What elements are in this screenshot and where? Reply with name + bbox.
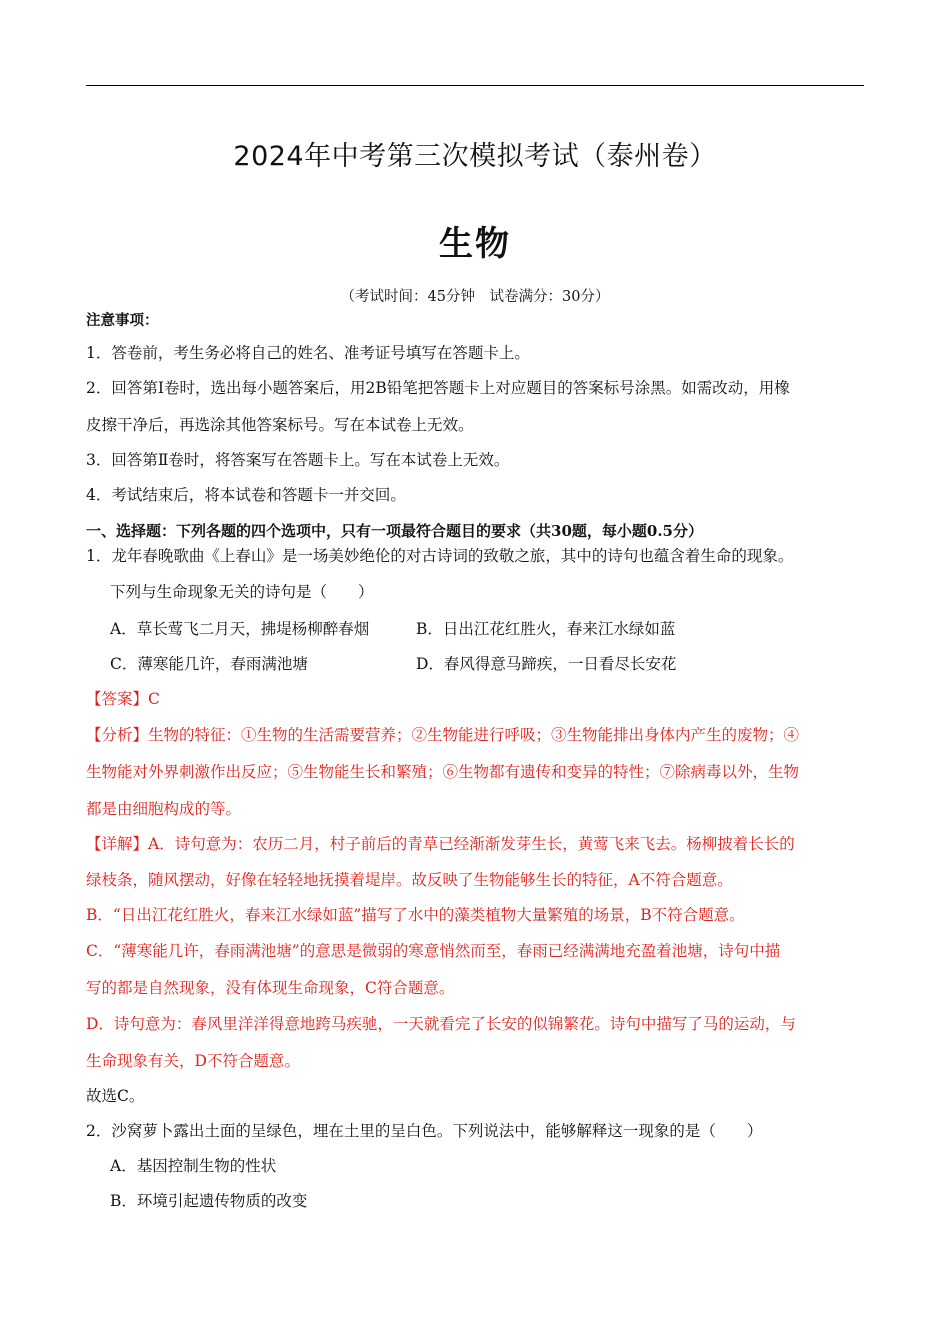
note-item-1: 1．答卷前，考生务必将自己的姓名、准考证号填写在答题卡上。 [86, 344, 530, 362]
note-item-2: 2．回答第Ⅰ卷时，选出每小题答案后，用2B铅笔把答题卡上对应题目的答案标号涂黑。如需改动，用橡 [86, 379, 790, 397]
q1-detail-line6: D．诗句意为：春风里洋洋得意地跨马疾驰，一天就看完了长安的似锦繁花。诗句中描写了马的运动，与 [86, 1015, 796, 1033]
q1-detail-line4: C．“薄寒能几许，春雨满池塘”的意思是微弱的寒意悄然而至，春雨已经满满地充盈着池塘，诗句中描 [86, 942, 781, 960]
q1-option-d: D．春风得意马蹄疾，一日看尽长安花 [416, 655, 677, 673]
q1-analysis-line3: 都是由细胞构成的等。 [86, 800, 242, 818]
q1-option-a: A．草长莺飞二月天，拂堤杨柳醉春烟 [110, 620, 370, 638]
q2-option-b: B．环境引起遗传物质的改变 [110, 1192, 308, 1210]
exam-title: 2024年中考第三次模拟考试（泰州卷） [233, 141, 717, 172]
q1-analysis-line2: 生物能对外界刺激作出反应；⑤生物能生长和繁殖；⑥生物都有遗传和变异的特性；⑦除病毒以外，生物 [86, 763, 800, 781]
subject-title: 生物 [439, 224, 511, 264]
section-heading: 一、选择题：下列各题的四个选项中，只有一项最符合题目的要求（共30题，每小题0.5分） [86, 522, 703, 540]
q1-option-c: C．薄寒能几许，春雨满池塘 [110, 655, 308, 673]
q1-detail-line5: 写的都是自然现象，没有体现生命现象，C符合题意。 [86, 979, 455, 997]
header-rule [86, 85, 864, 86]
q1-detail-line3: B．“日出江花红胜火，春来江水绿如蓝”描写了水中的藻类植物大量繁殖的场景，B不符合题意。 [86, 906, 745, 924]
notes-heading: 注意事项： [86, 312, 159, 329]
note-item-2-cont: 皮擦干净后，再选涂其他答案标号。写在本试卷上无效。 [86, 416, 474, 434]
q1-detail-line1: 【详解】A．诗句意为：农历二月，村子前后的青草已经渐渐发芽生长，黄莺飞来飞去。杨柳披着长长的 [86, 835, 795, 853]
q1-conclusion: 故选C。 [86, 1087, 145, 1105]
q2-stem: 2．沙窝萝卜露出土面的呈绿色，埋在土里的呈白色。下列说法中，能够解释这一现象的是（ ） [86, 1122, 763, 1140]
q1-detail-line7: 生命现象有关，D不符合题意。 [86, 1052, 300, 1070]
note-item-4: 4．考试结束后，将本试卷和答题卡一并交回。 [86, 486, 406, 504]
q1-answer: 【答案】C [86, 690, 160, 708]
q1-analysis-line1: 【分析】生物的特征：①生物的生活需要营养；②生物能进行呼吸；③生物能排出身体内产生的废物；④ [86, 726, 800, 744]
q1-stem-line1: 1．龙年春晚歌曲《上春山》是一场美妙绝伦的对古诗词的致敬之旅，其中的诗句也蕴含着生命的现象。 [86, 547, 794, 565]
q1-detail-line2: 绿枝条，随风摆动，好像在轻轻地抚摸着堤岸。故反映了生物能够生长的特征，A不符合题意。 [86, 871, 733, 889]
q1-option-b: B．日出江花红胜火，春来江水绿如蓝 [416, 620, 676, 638]
q2-option-a: A．基因控制生物的性状 [110, 1157, 277, 1175]
q1-stem-line2: 下列与生命现象无关的诗句是（ ） [110, 583, 374, 601]
note-item-3: 3．回答第Ⅱ卷时，将答案写在答题卡上。写在本试卷上无效。 [86, 451, 510, 469]
exam-info: （考试时间：45分钟 试卷满分：30分） [340, 289, 610, 305]
